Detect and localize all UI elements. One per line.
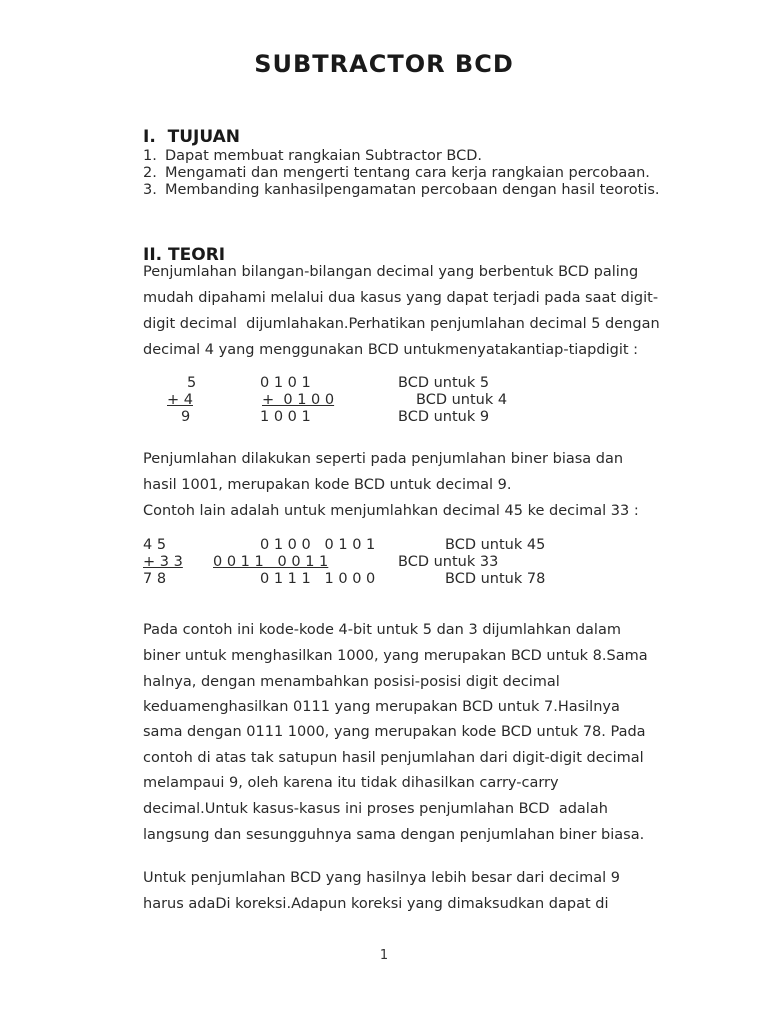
example2-dec: 4 5 bbox=[143, 537, 167, 553]
list-item bbox=[143, 182, 660, 198]
list-number: 3. bbox=[143, 182, 157, 198]
example2-desc: BCD untuk 33 bbox=[398, 554, 499, 570]
example1-dec: 5 bbox=[187, 375, 197, 391]
example2-bin: 0 1 1 1 1 0 0 0 bbox=[260, 571, 376, 587]
paragraph-line: harus adaDi koreksi.Adapun koreksi yang dimaksudkan dapat di bbox=[143, 896, 609, 912]
list-item bbox=[143, 165, 650, 181]
paragraph-line: mudah dipahami melalui dua kasus yang dapat terjadi pada saat digit- bbox=[143, 290, 659, 306]
list-item bbox=[143, 148, 482, 164]
example2-desc: BCD untuk 78 bbox=[445, 571, 546, 587]
example2-bin: 0 1 0 0 0 1 0 1 bbox=[260, 537, 376, 553]
example1-desc: BCD untuk 4 bbox=[416, 392, 508, 408]
example2-dec: + 3 3 bbox=[143, 554, 183, 570]
section-heading-tujuan: I. TUJUAN bbox=[143, 127, 241, 147]
paragraph-line: digit decimal dijumlahakan.Perhatikan penjumlahan decimal 5 dengan bbox=[143, 316, 660, 332]
example1-desc: BCD untuk 5 bbox=[398, 375, 490, 391]
list-text: Dapat membuat rangkaian Subtractor BCD. bbox=[165, 148, 482, 164]
paragraph-line: halnya, dengan menambahkan posisi-posisi digit decimal bbox=[143, 674, 560, 690]
paragraph-line: Contoh lain adalah untuk menjumlahkan decimal 45 ke decimal 33 : bbox=[143, 503, 639, 519]
paragraph-line: hasil 1001, merupakan kode BCD untuk decimal 9. bbox=[143, 477, 512, 493]
paragraph-line: contoh di atas tak satupun hasil penjumlahan dari digit-digit decimal bbox=[143, 750, 644, 766]
paragraph-line: biner untuk menghasilkan 1000, yang merupakan BCD untuk 8.Sama bbox=[143, 648, 648, 664]
paragraph-line: keduamenghasilkan 0111 yang merupakan BCD untuk 7.Hasilnya bbox=[143, 699, 620, 715]
paragraph-line: sama dengan 0111 1000, yang merupakan kode BCD untuk 78. Pada bbox=[143, 724, 646, 740]
paragraph-line: Penjumlahan bilangan-bilangan decimal yang berbentuk BCD paling bbox=[143, 264, 639, 280]
list-number: 1. bbox=[143, 148, 157, 164]
paragraph-line: decimal.Untuk kasus-kasus ini proses penjumlahan BCD adalah bbox=[143, 801, 608, 817]
list-number: 2. bbox=[143, 165, 157, 181]
example2-dec: 7 8 bbox=[143, 571, 167, 587]
example1-bin: + 0 1 0 0 bbox=[262, 392, 335, 408]
paragraph-line: Pada contoh ini kode-kode 4-bit untuk 5 dan 3 dijumlahkan dalam bbox=[143, 622, 621, 638]
example1-bin: 0 1 0 1 bbox=[260, 375, 311, 391]
list-text: Mengamati dan mengerti tentang cara kerja rangkaian percobaan. bbox=[165, 165, 650, 181]
list-text: Membanding kanhasilpengamatan percobaan dengan hasil teorotis. bbox=[165, 182, 660, 198]
page-title: SUBTRACTOR BCD bbox=[254, 50, 514, 78]
paragraph-line: Untuk penjumlahan BCD yang hasilnya lebih besar dari decimal 9 bbox=[143, 870, 620, 886]
example1-dec: + 4 bbox=[167, 392, 193, 408]
section-heading-teori: II. TEORI bbox=[143, 245, 226, 265]
page-number: 1 bbox=[379, 948, 389, 963]
paragraph-line: langsung dan sesungguhnya sama dengan penjumlahan biner biasa. bbox=[143, 827, 645, 843]
example2-desc: BCD untuk 45 bbox=[445, 537, 546, 553]
paragraph-line: decimal 4 yang menggunakan BCD untukmenyatakantiap-tiapdigit : bbox=[143, 342, 639, 358]
example2-bin: 0 0 1 1 0 0 1 1 bbox=[213, 554, 329, 570]
example1-dec: 9 bbox=[181, 409, 191, 425]
example1-bin: 1 0 0 1 bbox=[260, 409, 311, 425]
paragraph-line: melampaui 9, oleh karena itu tidak dihasilkan carry-carry bbox=[143, 775, 559, 791]
paragraph-line: Penjumlahan dilakukan seperti pada penjumlahan biner biasa dan bbox=[143, 451, 624, 467]
example1-desc: BCD untuk 9 bbox=[398, 409, 490, 425]
